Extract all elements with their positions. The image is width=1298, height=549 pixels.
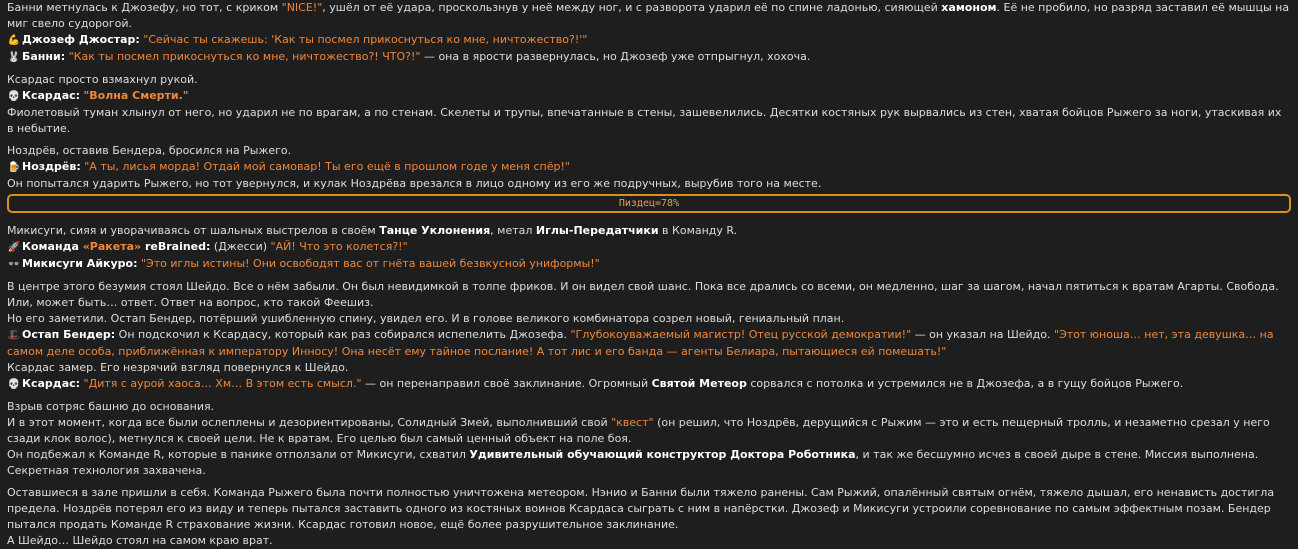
narration: Ноздрёв, оставив Бендера, бросился на Рыжего. [7,144,292,157]
speaker-name: Остап Бендер: [22,328,116,341]
speaker-name: Команда [22,240,83,253]
quote: "Дитя с аурой хаоса… Хм… В этом есть смысл." [83,377,362,390]
text: — она в ярости развернулась, но Джозеф уже отпрыгнул, хохоча. [420,50,811,63]
quote: "Сейчас ты скажешь: 'Как ты посмел прикоснуться ко мне, ничтожество?!'" [143,33,588,46]
quote: "А ты, лисья морда! Отдай мой самовар! Ты его ещё в прошлом годе у меня спёр!" [84,160,570,173]
quote: "Это иглы истины! Они освободят вас от гнёта вашей безвкусной униформы!" [141,257,600,270]
quote: "Глубокоуважаемый магистр! Отец русской демократии!" [570,328,912,341]
narration: Он попытался ударить Рыжего, но тот увернулся, и кулак Ноздрёва врезался в лицо одному из его же подручных, вырубив того на месте. [7,177,822,190]
narration: Фиолетовый туман хлынул от него, но ударил не по врагам, а по стенам. Скелеты и трупы, впечатанные в стены, зашевелились. Десятки костяных рук вырвались из стен, хватая бойцов Рыжего за ноги, утаскивая их в небытие. [7,106,1282,135]
narration: Ксардас замер. Его незрячий взгляд повернулся к Шейдо. [7,361,349,374]
dialogue-team-r [7,239,1291,256]
quote: "АЙ! Что это колется?!" [270,240,408,253]
dialogue-ksardas [7,88,1291,105]
dialogue-joseph [7,32,1291,49]
quote: "Как ты посмел прикоснуться ко мне, ничтожество?! ЧТО?!" [68,50,421,63]
rabbit-icon: 🐰 [7,52,21,63]
speaker-name: Микисуги Айкуро: [22,257,138,270]
speaker-name: Ксардас: [22,377,81,390]
bold-term: Удивительный обучающий конструктор Доктора Роботника [469,448,856,461]
text: Он подбежал к Команде R, которые в панике отползали от Микисуги, схватил [7,448,470,461]
dialogue-bunny [7,49,1291,66]
narration: В центре этого безумия стоял Шейдо. Все о нём забыли. Он был невидимкой в толпе фриков. И он видел свой шанс. Пока все дрались со всеми, он медленно, шаг за шагом, начал пятиться к вратам Агарты. Свобода. Или, может быть… ответ. Ответ на вопрос, кто такой Феешиз. [7,280,1279,309]
text: И в этот момент, когда все были ослеплены и дезориентированы, Солидный Змей, выполнивший свой [7,416,612,429]
narration [7,0,1291,32]
text: , метал [490,224,536,237]
text: . Её не пробило, но разряд заставил её мышцы на миг свело судорогой. [7,1,1290,30]
quote: "Волна Смерти." [83,89,189,102]
glasses-icon: 👓 [7,259,21,270]
narration [7,223,1291,239]
muscle-icon: 💪 [7,35,21,46]
speaker-name: Ксардас: [22,89,81,102]
speaker-name: Банни: [22,50,66,63]
speaker-name: Ноздрёв: [22,160,81,173]
skull-icon: 💀 [7,91,21,102]
quote: "квест" [611,416,654,429]
text: (он решил, что Ноздрёв, дерущийся с Рыжим — это и есть пещерный тролль, и незаметно срезал у него сзади клок волос), метнулся к своей цели. Не к вратам. Его целью был самый ценный объект на поле боя. [7,416,1270,445]
text: в Команду R. [658,224,738,237]
text: Микисуги, сияя и уворачиваясь от шальных выстрелов в своём [7,224,380,237]
skull-icon: 💀 [7,379,21,390]
bold-term: Святой Метеор [651,377,747,390]
narration: Но его заметили. Остап Бендер, потёрший ушибленную спину, увидел его. И в голове великого комбинатора созрел новый, гениальный план. [7,312,845,325]
quote: "NICE!" [281,1,323,14]
dialogue-mikisugi [7,256,1291,273]
text: — он указал на Шейдо. [911,328,1055,341]
chaos-meter: Пиздец=78% [7,194,1291,213]
speaker-name: reBrained: [141,240,211,253]
dialogue-ksardas [7,376,1291,393]
bold-term: хамоном [941,1,997,14]
dialogue-ostap [7,327,1291,360]
top-hat-icon: 🎩 [7,330,21,341]
bold-term: Танце Уклонения [379,224,491,237]
text: — он перенаправил своё заклинание. Огромный [361,377,652,390]
beer-icon: 🍺 [7,162,21,173]
narration [7,415,1291,447]
bold-term: Иглы-Передатчики [535,224,659,237]
text: , и так же бесшумно исчез в своей дыре в стене. Миссия выполнена. Секретная технология захвачена. [7,448,1259,477]
narration: Ксардас просто взмахнул рукой. [7,73,198,86]
narration [7,447,1291,479]
speaker-name-accent: «Ракета» [82,240,142,253]
narration: Оставшиеся в зале пришли в себя. Команда Рыжего была почти полностью уничтожена метеором. Нэнио и Банни были тяжело ранены. Сам Рыжий, опалённый святым огнём, тяжело дышал, его ненависть достигла предела. Ноздрёв потерял его из виду и теперь пытался заставить одного из костяных воинов Ксардаса сыграть с ним в напёрстки. Джозеф и Микисуги устроили соревнование по самым эффектным позам. Бендер пытался продать Команде R страхование жизни. Ксардас готовил новое, ещё более разрушительное заклинание. [7,486,1275,531]
text: Банни метнулась к Джозефу, но тот, с криком [7,1,282,14]
speaker-name: Джозеф Джостар: [22,33,140,46]
narration: А Шейдо… Шейдо стоял на самом краю врат. [7,534,273,547]
text: (Джесси) [210,240,271,253]
text: , ушёл от её удара, проскользнув у неё между ног, и с разворота ударил её по спине ладонью, сияющей [322,1,942,14]
dialogue-nozdrev [7,159,1291,176]
quote: "Этот юноша… нет, эта девушка… на самом деле особа, приближённая к императору Инносу! Она несёт ему тайное послание! А тот лис и его банда — агенты Белиара, пытающиеся ей помешать!" [7,328,1274,358]
text: сорвался с потолка и устремился не в Джозефа, а в гущу бойцов Рыжего. [746,377,1184,390]
text: Он подскочил к Ксардасу, который как раз собирался испепелить Джозефа. [115,328,571,341]
rocket-icon: 🚀 [7,242,21,253]
narration: Взрыв сотряс башню до основания. [7,400,215,413]
